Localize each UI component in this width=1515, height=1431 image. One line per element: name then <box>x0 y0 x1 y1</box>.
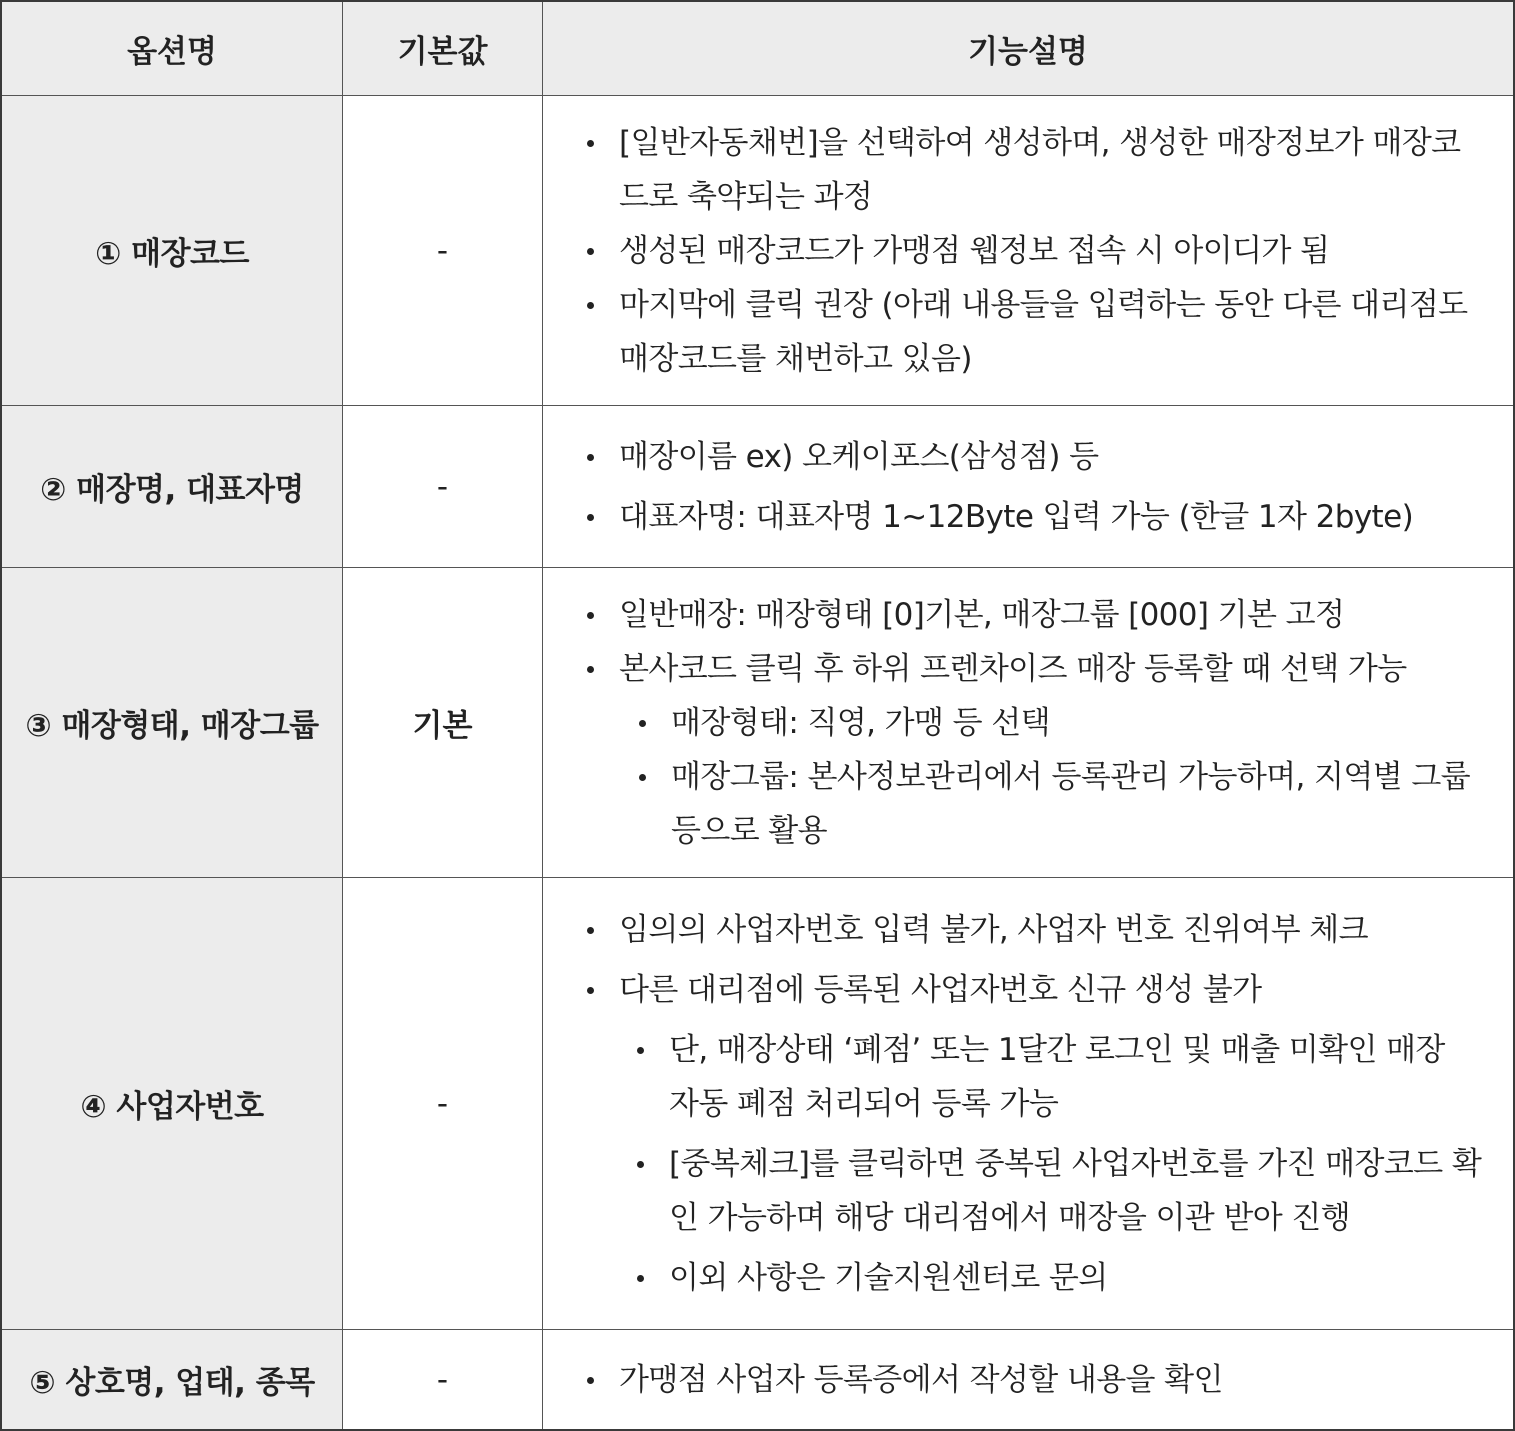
header-description: 기능설명 <box>543 2 1513 96</box>
list-item: 생성된 매장코드가 가맹점 웹정보 접속 시 아이디가 됨 <box>583 224 1483 278</box>
description-store-name <box>543 406 1513 568</box>
list-item: 대표자명: 대표자명 1~12Byte 입력 가능 (한글 1자 2byte) <box>583 490 1483 544</box>
sub-list-item: 단, 매장상태 ‘폐점’ 또는 1달간 로그인 및 매출 미확인 매장 자동 폐점 처리되어 등록 가능 <box>633 1023 1483 1131</box>
header-option: 옵션명 <box>2 2 343 96</box>
option-store-name: ② 매장명, 대표자명 <box>2 406 343 568</box>
list-item: 마지막에 클릭 권장 (아래 내용들을 입력하는 동안 다른 대리점도 매장코드를 채번하고 있음) <box>583 278 1483 386</box>
list-item: 가맹점 사업자 등록증에서 작성할 내용을 확인 <box>583 1353 1483 1407</box>
sub-list-item: [중복체크]를 클릭하면 중복된 사업자번호를 가진 매장코드 확인 가능하며 해당 대리점에서 매장을 이관 받아 진행 <box>633 1137 1483 1245</box>
default-store-type: 기본 <box>343 568 543 878</box>
sub-list-item: 매장그룹: 본사정보관리에서 등록관리 가능하며, 지역별 그룹등으로 활용 <box>635 750 1483 858</box>
list-item: 매장이름 ex) 오케이포스(삼성점) 등 <box>583 430 1483 484</box>
option-trade-name: ⑤ 상호명, 업태, 종목 <box>2 1330 343 1429</box>
option-store-type: ③ 매장형태, 매장그룹 <box>2 568 343 878</box>
option-store-code: ① 매장코드 <box>2 96 343 406</box>
option-business-number: ④ 사업자번호 <box>2 878 343 1330</box>
list-item: 일반매장: 매장형태 [0]기본, 매장그룹 [000] 기본 고정 <box>583 588 1483 642</box>
description-business-number <box>543 878 1513 1330</box>
default-store-name: - <box>343 406 543 568</box>
list-item: 본사코드 클릭 후 하위 프렌차이즈 매장 등록할 때 선택 가능 <box>583 642 1483 696</box>
list-item: 임의의 사업자번호 입력 불가, 사업자 번호 진위여부 체크 <box>583 903 1483 957</box>
default-store-code: - <box>343 96 543 406</box>
description-trade-name <box>543 1330 1513 1429</box>
list-item: 다른 대리점에 등록된 사업자번호 신규 생성 불가 <box>583 963 1483 1017</box>
sub-list-item: 매장형태: 직영, 가맹 등 선택 <box>635 696 1483 750</box>
sub-list-item: 이외 사항은 기술지원센터로 문의 <box>633 1251 1483 1305</box>
default-business-number: - <box>343 878 543 1330</box>
default-trade-name: - <box>343 1330 543 1429</box>
header-default: 기본값 <box>343 2 543 96</box>
list-item: [일반자동채번]을 선택하여 생성하며, 생성한 매장정보가 매장코드로 축약되는 과정 <box>583 116 1483 224</box>
description-store-type <box>543 568 1513 878</box>
description-store-code <box>543 96 1513 406</box>
